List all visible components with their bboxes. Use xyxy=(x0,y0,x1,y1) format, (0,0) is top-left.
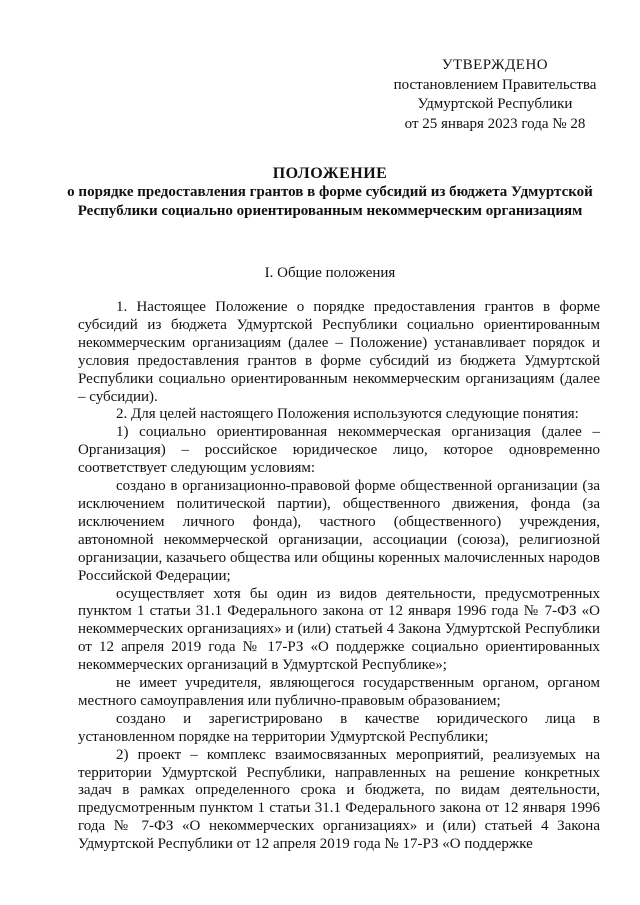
approval-line-government: Удмуртской Республики xyxy=(417,96,573,112)
document-subtitle: о порядке предоставления грантов в форме субсидий из бюджета Удмуртской Республики социально ориентированным некоммерческим организациям xyxy=(67,184,593,219)
paragraph-7: создано и зарегистрировано в качестве юридического лица в установленном порядке на территории Удмуртской Республики; xyxy=(78,710,600,745)
section-heading: I. Общие положения xyxy=(264,265,396,281)
approval-title: УТВЕРЖДЕНО xyxy=(441,57,549,73)
paragraph-3: 1) социально ориентированная некоммерческая организация (далее – Организация) – российское юридическое лицо, которое одновременно соответствует следующим условиям: xyxy=(78,424,600,477)
approval-line-decree: постановлением Правительства xyxy=(393,76,597,93)
document-title: ПОЛОЖЕНИЕ xyxy=(272,165,388,182)
paragraph-6: не имеет учредителя, являющегося государственным органом, органом местного самоуправления или публично-правовым образованием; xyxy=(78,675,600,709)
approval-line-date: от 25 января 2023 года № 28 xyxy=(404,115,586,132)
paragraph-2: 2. Для целей настоящего Положения используются следующие понятия: xyxy=(116,406,579,423)
document-header xyxy=(60,164,600,221)
paragraph-4: создано в организационно-правовой форме общественной организации (за исключением политической партии), общественного движения, фонда (за исключением личного фонда), частного (общественного) учреждения, автономной некоммерческой организации, ассоциации (союза), религиозной организации, казачьего общества или общины коренных малочисленных народов Российской Федерации; xyxy=(78,478,600,584)
document-body xyxy=(78,299,600,854)
paragraph-1: 1. Настоящее Положение о порядке предоставления грантов в форме субсидий из бюджета Удмуртской Республики социально ориентированным некоммерческим организациям (далее – Положение) устанавливает порядок и условия предоставления грантов в форме субсидий из бюджета Удмуртской Республики социально ориентированным некоммерческим организациям (далее – субсидии). xyxy=(78,299,600,405)
paragraph-8: 2) проект – комплекс взаимосвязанных мероприятий, реализуемых на территории Удмуртской Республики, направленных на решение конкретных задач в рамках определенного срока и бюджета, по видам деятельности, предусмотренным пунктом 1 статьи 31.1 Федерального закона от 12 января 1996 года № 7-ФЗ «О некоммерческих организациях» и (или) статьей 4 Закона Удмуртской Республики от 12 апреля 2019 года № 17-РЗ «О поддержке xyxy=(78,746,600,853)
approval-block xyxy=(380,56,610,134)
paragraph-5: осуществляет хотя бы один из видов деятельности, предусмотренных пунктом 1 статьи 31.1 Федерального закона от 12 января 1996 года № 7-ФЗ «О некоммерческих организациях» и (или) статьей 4 Закона Удмуртской Республики от 12 апреля 2019 года № 17-РЗ «О поддержке социально ориентированных некоммерческих организаций в Удмуртской Республике»; xyxy=(78,585,600,674)
